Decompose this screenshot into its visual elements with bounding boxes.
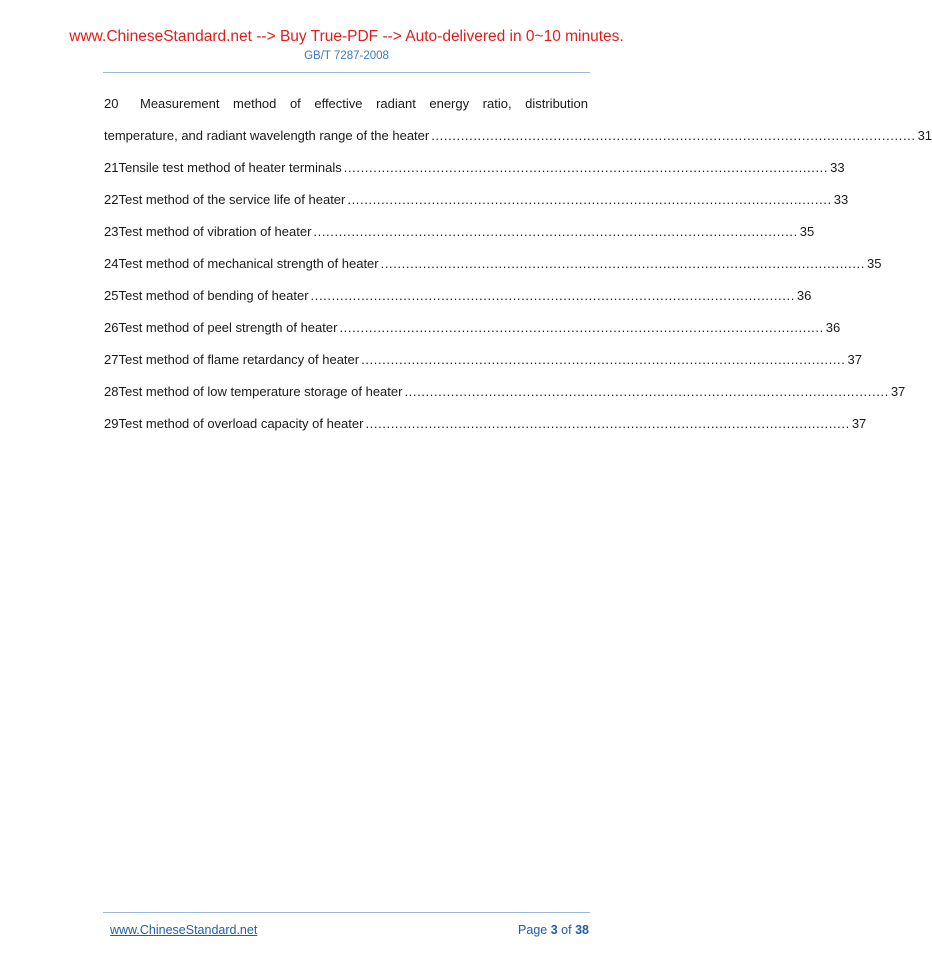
toc-leader-dots: ................................................................................................................... bbox=[404, 384, 889, 399]
header-divider bbox=[103, 72, 590, 73]
toc-entry-28[interactable] bbox=[104, 382, 906, 414]
toc-leader-dots: ................................................................................................................... bbox=[310, 288, 795, 303]
toc-entry-22[interactable] bbox=[104, 190, 849, 222]
page-total: 38 bbox=[575, 923, 589, 937]
toc-entry-number: 27 bbox=[104, 352, 119, 367]
toc-entry-page: 37 bbox=[847, 352, 862, 367]
toc-entry-page: 33 bbox=[830, 160, 845, 175]
toc-leader-dots: ................................................................................................................... bbox=[343, 160, 829, 175]
toc-entry-25[interactable] bbox=[104, 286, 812, 318]
toc-entry-20[interactable] bbox=[104, 94, 932, 158]
toc-leader-dots: ................................................................................................................... bbox=[431, 128, 916, 143]
toc-entry-26[interactable] bbox=[104, 318, 841, 350]
promo-banner[interactable]: www.ChineseStandard.net --> Buy True-PDF --> Auto-delivered in 0~10 minutes. bbox=[69, 28, 624, 45]
toc-entry-title: Test method of vibration of heater bbox=[118, 224, 312, 239]
toc-entry-number: 26 bbox=[104, 320, 119, 335]
toc-entry-title: Test method of mechanical strength of heater bbox=[118, 256, 379, 271]
toc-entry-title: temperature, and radiant wavelength range of the heater bbox=[104, 128, 430, 143]
toc-entry-page: 35 bbox=[866, 256, 882, 271]
standard-code: GB/T 7287-2008 bbox=[304, 50, 389, 62]
toc-leader-dots: ................................................................................................................... bbox=[347, 192, 832, 207]
toc-entry-title: Tensile test method of heater terminals bbox=[118, 160, 342, 175]
toc-entry-page: 37 bbox=[851, 416, 867, 431]
toc-leader-dots: ................................................................................................................... bbox=[339, 320, 824, 335]
toc-leader-dots: ................................................................................................................... bbox=[365, 416, 850, 431]
footer-website-link[interactable]: www.ChineseStandard.net bbox=[110, 923, 258, 937]
page-prefix: Page bbox=[518, 923, 548, 937]
toc-entry-title: Test method of overload capacity of heater bbox=[118, 416, 364, 431]
toc-entry-27[interactable] bbox=[104, 350, 862, 382]
toc-entry-title: Test method of bending of heater bbox=[118, 288, 309, 303]
toc-entry-title: Test method of flame retardancy of heater bbox=[118, 352, 360, 367]
toc-entry-24[interactable] bbox=[104, 254, 882, 286]
toc-entry-page: 36 bbox=[825, 320, 841, 335]
toc-entry-number: 25 bbox=[104, 288, 119, 303]
toc-entry-21[interactable] bbox=[104, 158, 845, 190]
toc-entry-page: 37 bbox=[890, 384, 906, 399]
toc-entry-number: 29 bbox=[104, 416, 119, 431]
table-of-contents bbox=[104, 94, 932, 446]
toc-entry-23[interactable] bbox=[104, 222, 815, 254]
toc-entry-first-line bbox=[104, 94, 588, 126]
toc-entry-title: Test method of peel strength of heater bbox=[118, 320, 338, 335]
toc-entry-title-line1: Measurement method of effective radiant energy ratio, distribution bbox=[140, 96, 588, 111]
toc-entry-title: Test method of low temperature storage of heater bbox=[118, 384, 403, 399]
toc-leader-dots: ................................................................................................................... bbox=[313, 224, 798, 239]
toc-entry-page: 36 bbox=[796, 288, 812, 303]
page-of: of bbox=[561, 923, 572, 937]
toc-entry-number: 28 bbox=[104, 384, 119, 399]
toc-leader-dots: ................................................................................................................... bbox=[361, 352, 846, 367]
toc-entry-page: 35 bbox=[799, 224, 815, 239]
footer-page-indicator bbox=[518, 923, 589, 937]
toc-leader-dots: ................................................................................................................... bbox=[380, 256, 865, 271]
page-current: 3 bbox=[550, 923, 558, 937]
toc-entry-number: 21 bbox=[104, 160, 119, 175]
toc-entry-29[interactable] bbox=[104, 414, 867, 446]
toc-entry-number: 23 bbox=[104, 224, 119, 239]
toc-entry-number: 20 bbox=[104, 96, 119, 111]
toc-entry-title: Test method of the service life of heater bbox=[118, 192, 346, 207]
footer-divider bbox=[103, 912, 590, 913]
toc-entry-page: 33 bbox=[833, 192, 849, 207]
toc-entry-number: 24 bbox=[104, 256, 119, 271]
toc-entry-page: 31 bbox=[917, 128, 932, 143]
toc-entry-number: 22 bbox=[104, 192, 119, 207]
